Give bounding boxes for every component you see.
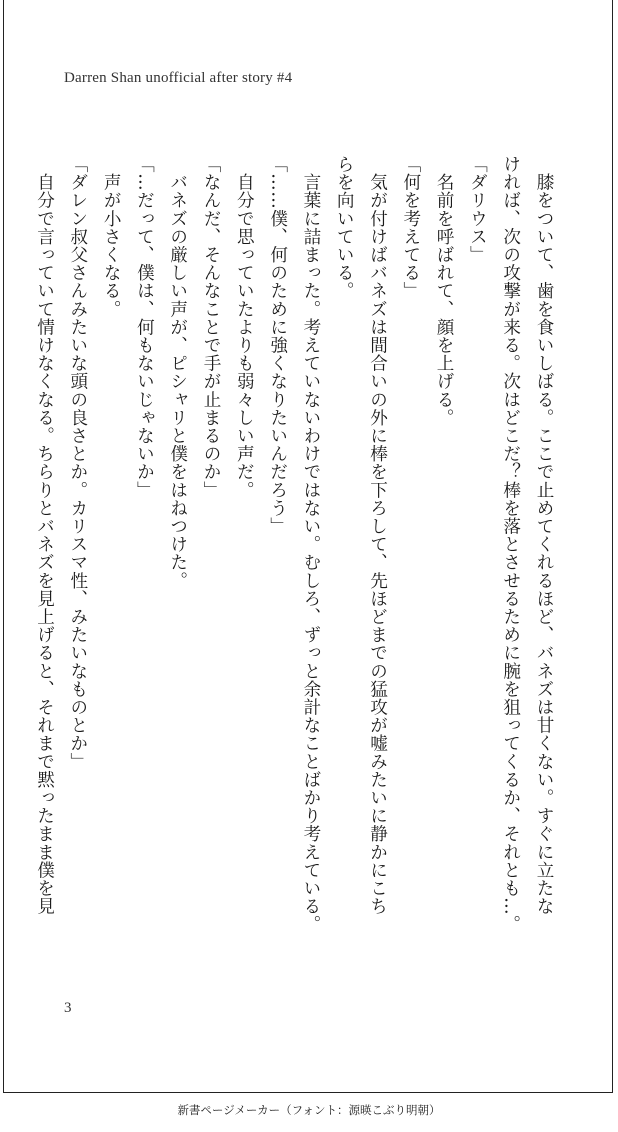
body-text <box>34 155 560 934</box>
text-line: 自分で思っていたよりも弱々しい声だ。 <box>234 155 255 499</box>
page-number: 3 <box>64 1000 72 1016</box>
text-line: バネズの厳しい声が、ピシャリと僕をはねつけた。 <box>167 155 188 590</box>
text-line: 「何を考えてる」 <box>400 155 421 300</box>
header-title: Darren Shan unofficial after story #4 <box>64 70 293 86</box>
text-line: 「ダレン叔父さんみたいな頭の良さとか。カリスマ性、みたいなものとか」 <box>67 155 88 771</box>
text-line: 声が小さくなる。 <box>101 155 122 318</box>
text-line: 「……僕、何のために強くなりたいんだろう」 <box>267 155 288 536</box>
text-line: 「…だって、僕は、何もないじゃないか」 <box>134 155 155 499</box>
text-line: らを向いている。 <box>334 155 355 300</box>
text-line: 膝をついて、歯を食いしばる。ここで止めてくれるほど、バネズは甘くない。すぐに立たな <box>534 155 554 916</box>
text-line: 「なんだ、そんなことで手が止まるのか」 <box>201 155 222 499</box>
text-line: 気が付けばバネズは間合いの外に棒を下ろして、先ほどまでの猛攻が嘘みたいに静かにこち <box>367 155 388 916</box>
text-line: 自分で言っていて情けなくなる。ちらりとバネズを見上げると、それまで黙ったまま僕を見 <box>34 155 55 916</box>
footer-caption: 新書ページメーカー（フォント：源暎こぶり明朝） <box>177 1103 441 1117</box>
text-line: ければ、次の攻撃が来る。次はどこだ？棒を落とさせるために腕を狙ってくるか、それとも…。 <box>500 155 521 934</box>
page-frame <box>3 0 613 1093</box>
text-line: 言葉に詰まった。考えていないわけではない。むしろ、ずっと余計なことばかり考えている。 <box>300 155 321 934</box>
text-line: 「ダリウス」 <box>467 155 488 264</box>
text-line: 名前を呼ばれて、顔を上げる。 <box>434 155 455 427</box>
